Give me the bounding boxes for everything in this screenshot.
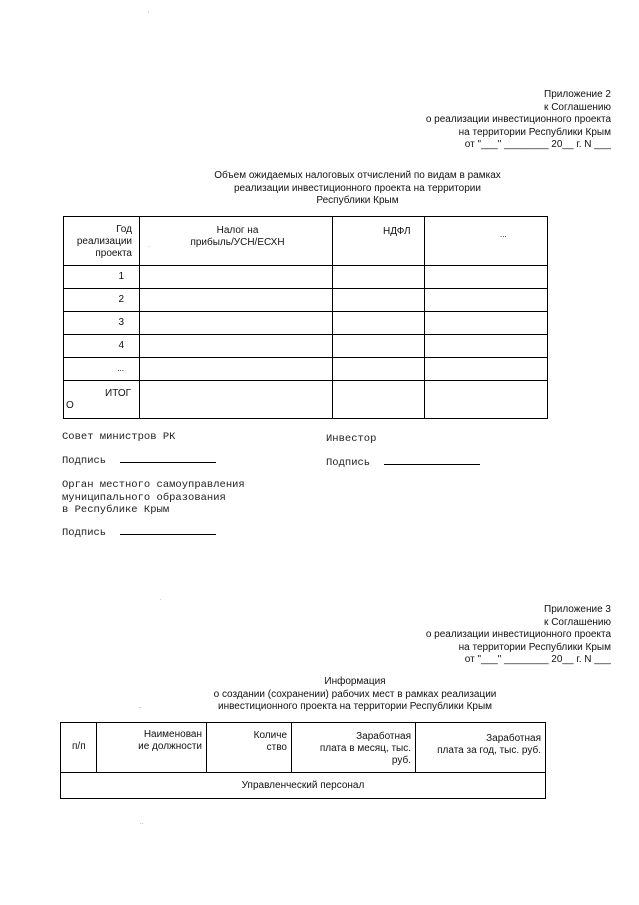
appendix3-title-line: о создании (сохранении) рабочих мест в рамках реализации [213,688,497,700]
appendix2-header-line: от "___" ________ 20__ г. N ___ [464,139,611,150]
scan-speck: . [148,243,150,249]
col-header-year: Год реализации проекта [76,224,132,259]
appendix2-title-line: Объем ожидаемых налоговых отчислений по видам в рамках [214,170,501,181]
appendix3-title-line: инвестиционного проекта на территории Республики Крым [217,701,493,712]
scan-speck: .. [140,820,144,826]
appendix3-header-line: на территории Республики Крым [458,641,611,653]
appendix2-header-line: о реализации инвестиционного проекта [425,114,611,125]
signature-label: Подпись [326,457,371,469]
appendix2-title-line: Республики Крым [316,195,399,206]
col-header-profit-tax: Налог на прибыль/УСН/ЕСХН [190,225,285,248]
row-label: ... [117,364,124,373]
row-label: 4 [118,340,124,351]
total-label: ИТОГ [105,388,132,399]
row-label: 2 [118,294,124,305]
scan-speck: - [139,705,141,711]
signature-label: Подпись [62,455,107,467]
signature-label: Подпись [62,527,107,539]
appendix2-title-line: реализации инвестиционного проекта на территории [234,182,481,194]
appendix3-header-line: Приложение 3 [544,604,611,615]
appendix3-header-line: о реализации инвестиционного проекта [425,629,611,640]
appendix2-header-line: на территории Республики Крым [458,126,611,138]
row-label: 3 [118,317,124,328]
council-label: Совет министров РК [62,431,176,443]
scan-speck: . [160,596,162,602]
col-header-annual-salary: Заработная плата за год, тыс. руб. [437,733,541,756]
appendix3-header-line: к Соглашению [544,616,611,628]
col-header-monthly-salary: Заработная плата в месяц, тыс. руб. [319,731,411,766]
col-header-position: Наименован ие должности [138,729,202,752]
appendix3-title-line: Информация [324,676,386,687]
row-label: 1 [118,271,124,282]
local-gov-label: Орган местного самоуправления муниципального образования в Республике Крым [62,479,245,516]
appendix3-header-line: от "___" ________ 20__ г. N ___ [464,654,611,665]
investor-label: Инвестор [326,433,377,445]
col-header-quantity: Количе ство [253,730,287,753]
col-header-number: п/п [72,741,86,752]
total-label-wrap: О [66,400,74,411]
appendix2-header-line: к Соглашению [544,101,611,113]
appendix2-header-line: Приложение 2 [544,89,611,100]
scan-speck: ' [148,12,150,18]
col-header-ndfl: НДФЛ [383,226,411,237]
col-header-more: ... [500,230,507,239]
section-row-management: Управленческий персонал [241,780,365,791]
